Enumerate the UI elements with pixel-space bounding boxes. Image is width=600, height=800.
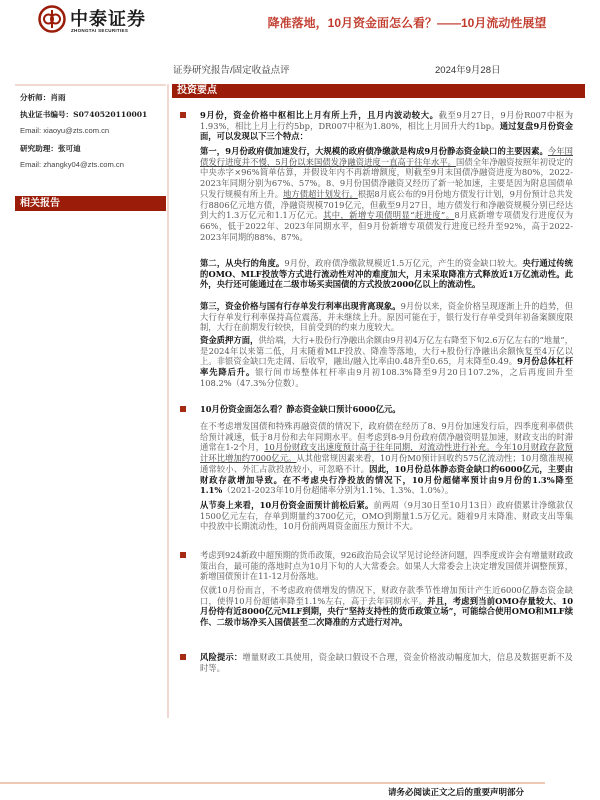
- report-title: 降准落地，10月资金面怎么看？——10月流动性展望: [267, 16, 547, 30]
- text-run: 9月份以来，资金价格呈现逐渐上升的趋势，但大行存单发行利率保持高位震荡，并未继续上升。原因可能在于，银行发行存单受到年初备案额度限制，大行在前期发行较快，目前受到的约束力度较大。: [200, 301, 573, 333]
- bullet-paragraph: [200, 404, 573, 415]
- bold-text: 并且，考虑到当前OMO存量较大、10月份待有近8000亿元MLF到期，央行“坚持支持性的货币政策立场”，可能综合使用OMO和MLF续作、二级市场净买入国债甚至二次降准的方式进行对冲。: [200, 595, 573, 628]
- text-run: 前两周（9月30日至10月13日）政府债累计净缴款仅1500亿元左右，存单到期量约3700亿元，OMO到期量1.5万亿元。随着9月末降准、财政支出等集中投放中长期流动性，10月份前两周资金面压力预计不大。: [200, 500, 573, 532]
- bold-text: 第三，资金价格与国有行存单发行利率出现背离现象。: [200, 301, 401, 311]
- text-run: 国债全年净融资按照年初设定的中央赤字×96%简单估算，并假设年内不再新增额度，则截至9月末国债净融资进度为80%，2022-2023年同期分别为67%、57%。8、9月份国债净融资又经历了新一轮加速，主要是因为附息国债单只发行规模有所上升。: [200, 156, 573, 199]
- bold-text: 资金质押方面，: [200, 335, 259, 345]
- footer-divider: [0, 782, 545, 784]
- bullet-paragraph: [200, 550, 573, 582]
- bullet-icon: [180, 552, 186, 558]
- bullet-icon: [180, 654, 186, 660]
- footer-disclaimer: 请务必阅读正文之后的重要声明部分: [388, 788, 525, 798]
- body-paragraph: [200, 335, 573, 389]
- text-run: 供给端，大行+股份行净融出余额由9月初4万亿左右降至下旬2.6万亿左右的“地量”，是2024年以来第二低，月末随着MLF投放、降准等落地，大行+股份行净融出余额恢复至4万亿以上。非银资金缺口先走阔、后收窄，融出/融入比率由0.48升至0.65，月末降至0.49。: [200, 335, 573, 367]
- analyst-name: 分析师：肖雨: [20, 93, 66, 102]
- report-type: 证券研究报告/固定收益点评: [173, 65, 290, 76]
- body-paragraph: [200, 301, 573, 333]
- text-run: 在不考虑增发国债和特殊再融资债的情况下，政府债在经历了8、9月份加速发行后，四季度利率债供给预计减速，低于8月份和去年同期水平。但考虑到8-9月份政府债净融资明显加速，财政支出的时滞通常在1-2个月，: [200, 421, 573, 453]
- bold-text: 9月份，资金价格中枢相比上月有所上升，且月内波动较大。: [200, 110, 439, 120]
- author-sidebar: [15, 84, 166, 718]
- text-run: 8月底新增专项债发行进度仅为66%，低于2022年、2023年同期水平，但9月份新增专项债发行进度已经升至92%，高于2022-2023年同期的88%、87%。: [200, 210, 573, 242]
- assistant-email[interactable]: Email: zhangky04@zts.com.cn: [20, 160, 124, 169]
- bold-text: 第二，从央行的角度。: [200, 258, 285, 268]
- text-run: 截至9月27日，9月份R007中枢为1.93%，相比上月上行约5bp，DR007中枢为1.80%，相比上月回升大约1bp。: [200, 110, 573, 131]
- bold-text: 央行通过传统的OMO、MLF投放等方式进行流动性对冲的难度加大，月末采取降准方式释放近1万亿流动性。此外，央行还可能通过在二级市场买卖国债的方式投放2000亿以上的流动性。: [200, 258, 573, 290]
- bold-text: 10月份资金面怎么看？静态资金缺口预计6000亿元。: [200, 404, 401, 414]
- company-logo: [38, 5, 158, 37]
- underlined-text: 其中，新增专项债明显“赶进度”。: [323, 210, 455, 221]
- bullet-icon: [180, 112, 186, 118]
- section-heading-investment-highlights: 投资要点: [172, 84, 585, 98]
- bullet-icon: [180, 406, 186, 412]
- text-run: 从其他常规因素来看，10月份M0预计回收约575亿流动性；10月缴准规模通常较小、外汇占款投放较小，可忽略不计。: [200, 453, 573, 474]
- body-paragraph: [200, 258, 573, 290]
- bullet-paragraph: [200, 110, 573, 142]
- bold-text: 因此，10月份总体静态资金缺口约6000亿元，主要由财政存款增加导致。在不考虑央行净投放的情况下，10月份超储率预计由9月份的1.3%降至1.1%: [200, 463, 574, 496]
- logo-text-en: ZHONGTAI SECURITIES: [71, 28, 129, 33]
- logo-text-cn: 中泰证券: [70, 9, 146, 29]
- underlined-text: 10月份财政支出速度预计高于往年同期，对流动性进行补充。今年10月财政存款预计环比增加约7000亿元。: [200, 442, 573, 464]
- assistant-name: 研究助理：张可迪: [20, 144, 81, 153]
- bold-text: 9月份总体杠杆率先降后升。: [200, 356, 573, 378]
- bold-text: 从节奏上来看，10月份资金面预计前松后紧。: [200, 500, 374, 510]
- underlined-text: 地方债超计划发行。: [283, 188, 358, 199]
- column-divider: [167, 84, 169, 718]
- text-run: 银行间市场整体杠杆率由9月初108.3%降至9月20日107.2%，之后再度回升至108.2%（47.3%分位数）。: [200, 367, 573, 388]
- related-reports-heading: 相关报告: [15, 196, 166, 211]
- bold-text: 通过复盘9月份资金面，可以发现以下三个特点：: [200, 120, 573, 142]
- text-run: 增量财政工具使用，资金缺口假设不合理，资金价格波动幅度加大，信息及数据更新不及时等。: [200, 652, 573, 673]
- certificate-number: 执业证书编号：S0740520110001: [20, 110, 148, 119]
- report-date: 2024年9月28日: [435, 65, 501, 76]
- body-paragraph: [200, 421, 573, 496]
- text-run: 仅就10月份而言，不考虑政府债增发的情况下，财政存款季节性增加预计产生近6000亿静态资金缺口，使得10月份超储率降至1.1%左右，高于去年同期水平。: [200, 585, 573, 606]
- text-run: 根据8月底公布的9月份地方债发行计划，9月份预计总共发行8806亿元地方债，净融资规模7019亿元，但截至9月27日，地方债发行和净融资规模分别已经达到大约1.3万亿元和1.1万亿元。: [200, 188, 573, 221]
- body-paragraph: [200, 146, 573, 242]
- body-paragraph: [200, 585, 573, 628]
- text-run: 9月份，政府债净缴款规模近1.5万亿元，产生的资金缺口较大。: [284, 258, 523, 268]
- bullet-paragraph: [200, 652, 573, 673]
- zhongtai-logo-icon: [38, 5, 66, 33]
- bold-text: 风险提示：: [200, 652, 243, 662]
- bold-text: 第一，9月份政府债加速发行，大规模的政府债净缴款是构成9月份静态资金缺口的主要因素。: [200, 146, 548, 156]
- underlined-text: 今年国债发行进度并不慢，5月份以来国债发净融资进度一直高于往年水平。: [200, 146, 573, 167]
- text-run: 考虑到924新政中超预期的货币政策，926政治局会议罕见讨论经济问题，四季度或许会有增量财政政策出台，最可能的落地时点为10月下旬的人大常委会。如果人大常委会上决定增发国债并调整预算，新增国债预计在11-12月份落地。: [200, 550, 573, 582]
- text-run: （2021-2023年10月份超储率分别为1.1%、1.3%、1.0%）。: [222, 485, 454, 496]
- analyst-email[interactable]: Email: xiaoyu@zts.com.cn: [20, 126, 110, 135]
- body-paragraph: [200, 500, 573, 532]
